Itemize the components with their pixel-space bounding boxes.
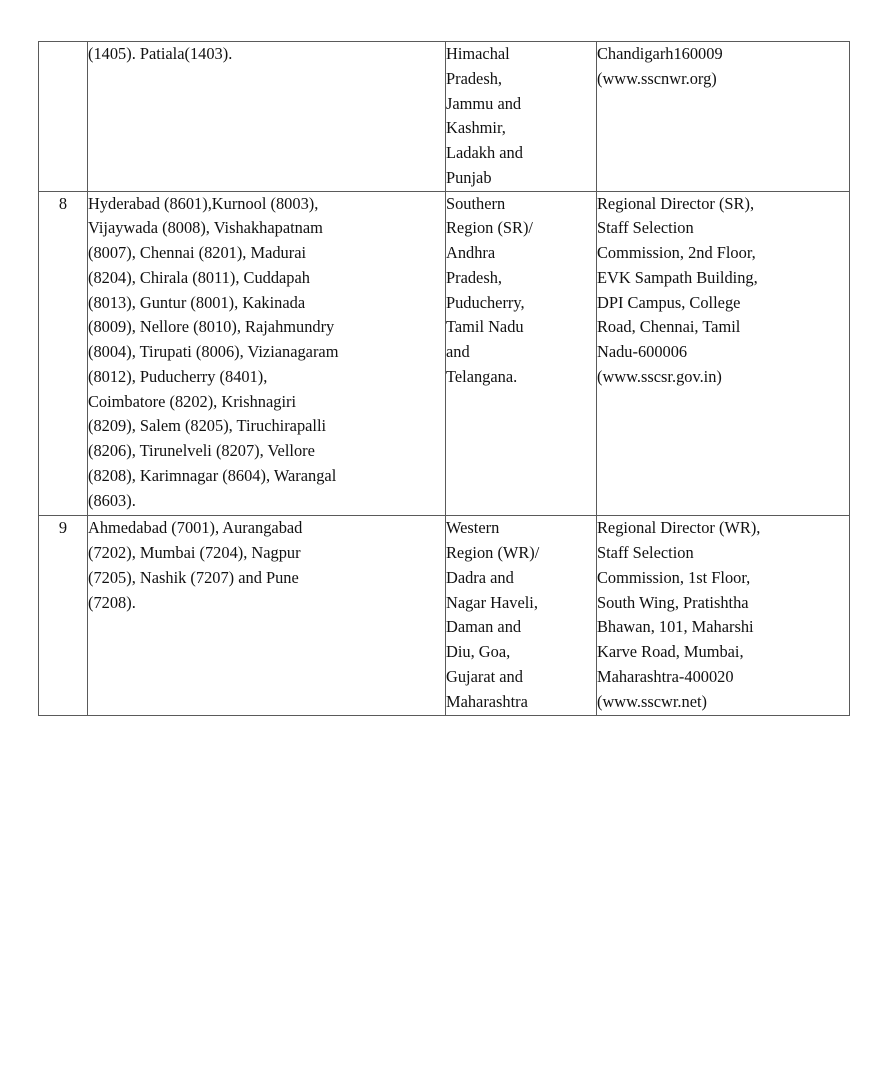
exam-centres-cell	[88, 191, 446, 516]
text-line: Diu, Goa,	[446, 642, 511, 661]
text-line: (7202), Mumbai (7204), Nagpur	[88, 543, 301, 562]
text-line: Road, Chennai, Tamil	[597, 317, 741, 337]
text-line: Gujarat and	[446, 666, 523, 686]
text-line: Dadra and	[446, 567, 514, 587]
text-line: Chandigarh160009	[597, 44, 723, 63]
text-line: (www.sscwr.net)	[597, 691, 708, 711]
text-line: Pradesh,	[446, 267, 502, 287]
sl-no-cell: 9	[39, 516, 88, 716]
exam-centres-cell	[88, 42, 446, 192]
regional-office-address-cell	[597, 516, 850, 716]
text-line: Pradesh,	[446, 68, 502, 88]
text-line: Bhawan, 101, Maharshi	[597, 617, 754, 637]
text-line: Andhra	[446, 243, 496, 262]
text-line: Jammu and	[446, 93, 522, 113]
text-line: Staff Selection	[597, 543, 694, 562]
text-line: Region (SR)/	[446, 218, 533, 238]
text-line: (8209), Salem (8205), Tiruchirapalli	[88, 416, 327, 436]
text-line: Telangana.	[446, 366, 518, 386]
text-line: Puducherry,	[446, 292, 525, 312]
text-line: South Wing, Pratishtha	[597, 592, 749, 612]
text-line: Kashmir,	[446, 118, 506, 138]
text-line: (8208), Karimnagar (8604), Warangal	[88, 465, 337, 485]
text-line: (8012), Puducherry (8401),	[88, 366, 268, 386]
text-line: Maharashtra	[446, 691, 528, 711]
text-line: Staff Selection	[597, 218, 694, 238]
text-line: Tamil Nadu	[446, 317, 524, 337]
table-row	[39, 191, 850, 516]
text-line: Southern	[446, 193, 506, 213]
text-line: (8013), Guntur (8001), Kakinada	[88, 292, 306, 312]
sl-no-cell: 8	[39, 191, 88, 516]
text-line: Regional Director (WR),	[597, 518, 761, 538]
text-line: (8004), Tirupati (8006), Vizianagaram	[88, 342, 339, 361]
text-line: Hyderabad (8601),Kurnool (8003),	[88, 193, 319, 213]
region-states-cell	[446, 516, 597, 716]
text-line: (www.sscnwr.org)	[597, 68, 717, 88]
text-line: Himachal	[446, 44, 510, 63]
text-line: (8204), Chirala (8011), Cuddapah	[88, 267, 310, 287]
table-row	[39, 516, 850, 716]
text-line: Karve Road, Mumbai,	[597, 642, 744, 661]
text-line: DPI Campus, College	[597, 292, 741, 312]
text-line: (7208).	[88, 592, 136, 612]
text-line: Maharashtra-400020	[597, 666, 734, 686]
text-line: (8206), Tirunelveli (8207), Vellore	[88, 441, 315, 460]
exam-centres-cell	[88, 516, 446, 716]
table-row	[39, 42, 850, 192]
text-line: Region (WR)/	[446, 543, 540, 562]
text-line: (www.sscsr.gov.in)	[597, 366, 722, 386]
text-line: Regional Director (SR),	[597, 193, 755, 213]
text-line: EVK Sampath Building,	[597, 267, 758, 287]
regional-office-address-cell	[597, 42, 850, 192]
text-line: (8603).	[88, 490, 136, 510]
text-line: (1405). Patiala(1403).	[88, 44, 233, 63]
text-line: Nagar Haveli,	[446, 592, 538, 612]
regional-offices-table	[38, 41, 850, 716]
text-line: (8007), Chennai (8201), Madurai	[88, 243, 307, 262]
text-line: Vijaywada (8008), Vishakhapatnam	[88, 218, 323, 238]
text-line: Commission, 2nd Floor,	[597, 243, 756, 262]
text-line: Western	[446, 518, 500, 538]
table-body	[39, 42, 850, 716]
text-line: Ladakh and	[446, 143, 523, 162]
text-line: Coimbatore (8202), Krishnagiri	[88, 391, 297, 411]
text-line: Daman and	[446, 617, 522, 637]
regional-office-address-cell	[597, 191, 850, 516]
region-states-cell	[446, 191, 597, 516]
region-states-cell	[446, 42, 597, 192]
text-line: Ahmedabad (7001), Aurangabad	[88, 518, 303, 538]
text-line: (7205), Nashik (7207) and Pune	[88, 567, 299, 587]
text-line: Nadu-600006	[597, 342, 688, 361]
sl-no-cell	[39, 42, 88, 192]
text-line: and	[446, 342, 470, 361]
text-line: Commission, 1st Floor,	[597, 567, 751, 587]
text-line: Punjab	[446, 167, 492, 187]
text-line: (8009), Nellore (8010), Rajahmundry	[88, 317, 335, 337]
